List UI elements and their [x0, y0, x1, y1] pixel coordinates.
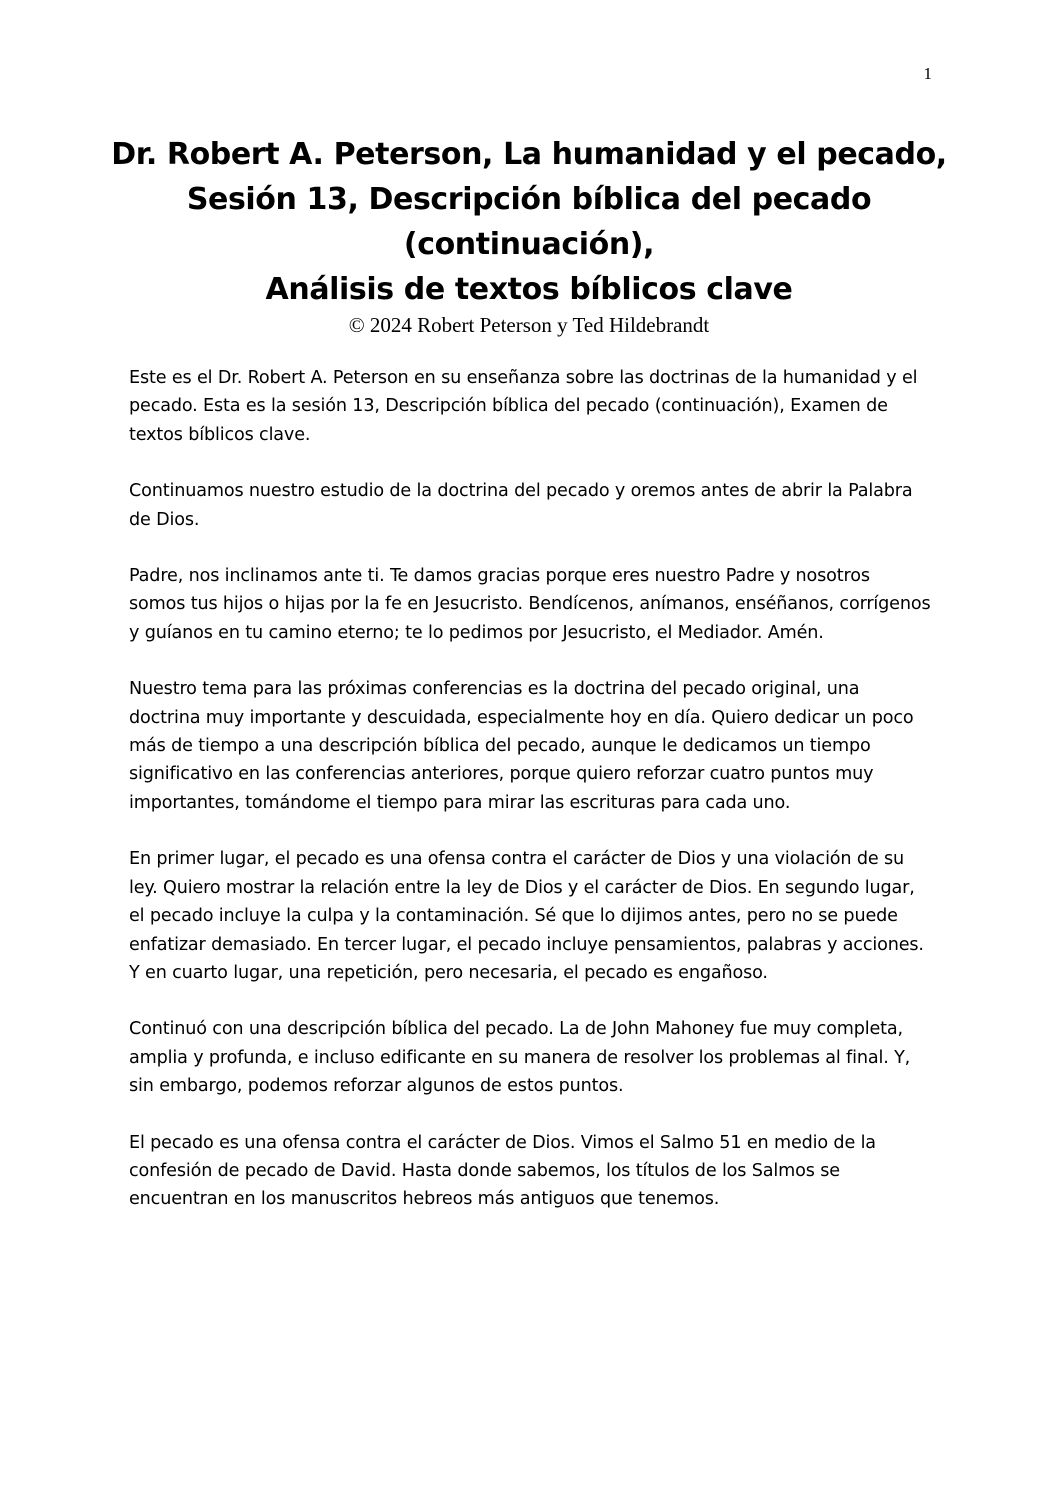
paragraph-topic: Nuestro tema para las próximas conferencias es la doctrina del pecado original, una doctrina muy importante y descuidada, especialmente hoy en día. Quiero dedicar un poco más de tiempo a una descripción bíblica del pecado, aunque le dedicamos un tiempo significativo en las conferencias anteriores, porque quiero reforzar cuatro puntos muy importantes, tomándome el tiempo para mirar las escrituras para cada uno.	[129, 679, 914, 813]
paragraph-mahoney: Continuó con una descripción bíblica del pecado. La de John Mahoney fue muy completa, amplia y profunda, e incluso edificante en su manera de resolver los problemas al final. Y, sin embargo, podemos reforzar algunos de estos puntos.	[129, 1019, 911, 1097]
title-line-1: Dr. Robert A. Peterson, La humanidad y el pecado,	[111, 137, 947, 172]
title-line-4: Análisis de textos bíblicos clave	[265, 272, 793, 307]
title-line-2: Sesión 13, Descripción bíblica del pecado	[186, 182, 872, 217]
paragraph-psalm-51: El pecado es una ofensa contra el carácter de Dios. Vimos el Salmo 51 en medio de la confesión de pecado de David. Hasta donde sabemos, los títulos de los Salmos se encuentran en los manuscritos hebreos más antiguos que tenemos.	[129, 1132, 876, 1210]
copyright-line: © 2024 Robert Peterson y Ted Hildebrandt	[348, 313, 710, 337]
paragraph-continue: Continuamos nuestro estudio de la doctrina del pecado y oremos antes de abrir la Palabra de Dios.	[129, 481, 913, 530]
paragraph-four-points: En primer lugar, el pecado es una ofensa contra el carácter de Dios y una violación de su ley. Quiero mostrar la relación entre la ley de Dios y el carácter de Dios. En segundo lugar, el pecado incluye la culpa y la contaminación. Sé que lo dijimos antes, pero no se puede enfatizar demasiado. En tercer lugar, el pecado incluye pensamientos, palabras y acciones. Y en cuarto lugar, una repetición, pero necesaria, el pecado es engañoso.	[129, 849, 924, 983]
paragraph-intro: Este es el Dr. Robert A. Peterson en su enseñanza sobre las doctrinas de la humanidad y el pecado. Esta es la sesión 13, Descripción bíblica del pecado (continuación), Examen de textos bíblicos clave.	[129, 368, 918, 445]
page-number: 1	[923, 64, 932, 83]
document-body	[129, 364, 931, 1242]
document-header	[100, 132, 958, 338]
paragraph-prayer: Padre, nos inclinamos ante ti. Te damos gracias porque eres nuestro Padre y nosotros somos tus hijos o hijas por la fe en Jesucristo. Bendícenos, anímanos, enséñanos, corrígenos y guíanos en tu camino eterno; te lo pedimos por Jesucristo, el Mediador. Amén.	[129, 566, 931, 643]
title-line-3: (continuación),	[403, 227, 655, 262]
